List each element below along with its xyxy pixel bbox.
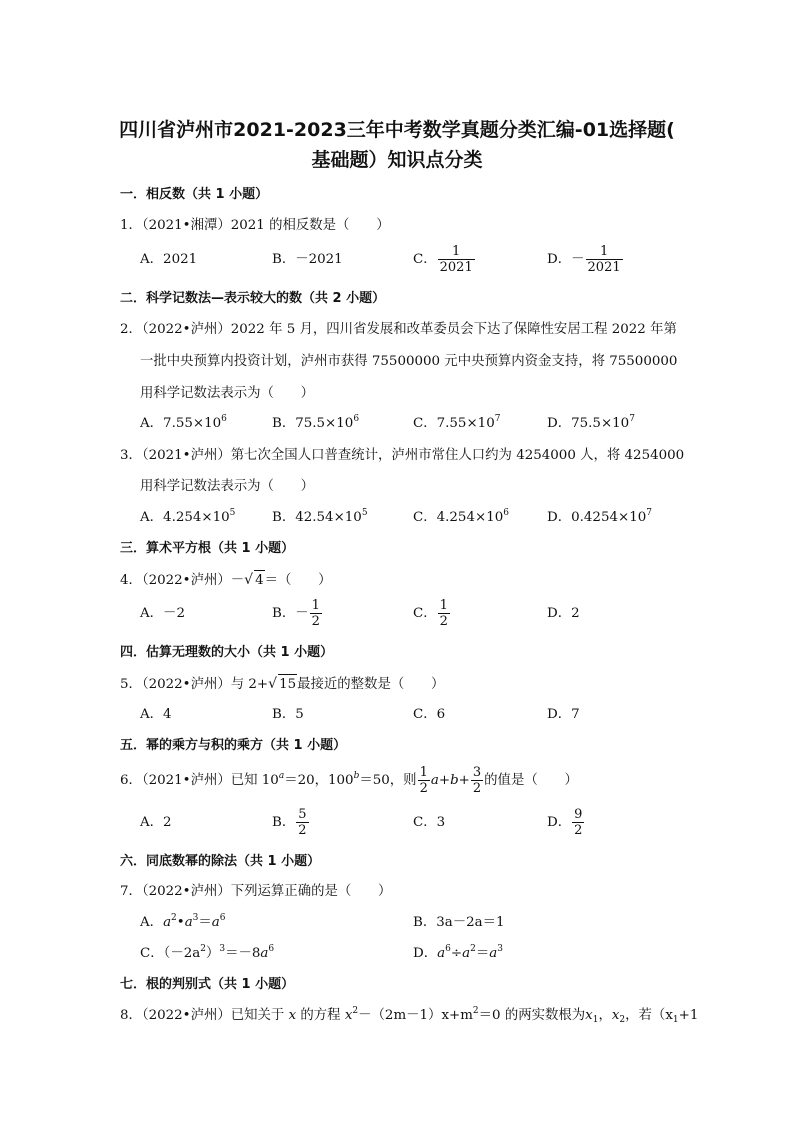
- fraction: $\frac{1}{2}$: [439, 598, 448, 629]
- question-2-option-b: B．$75.5\times 10^6$: [272, 414, 360, 431]
- radical-sign: √: [244, 572, 254, 588]
- radical-sign: √: [268, 676, 278, 692]
- question-5-option-d: D．7: [547, 707, 580, 722]
- question-7-stem: 7．（2022•泸州）下列运算正确的是（ ）: [120, 884, 392, 899]
- question-7-option-d: D．$a^6\div a^2=a^3$: [413, 944, 503, 961]
- question-7-option-b: B．3a－2a＝1: [413, 915, 505, 930]
- question-3-option-c: C．$4.254\times 10^6$: [413, 508, 509, 525]
- question-6-stem: 6．（2021•泸州）已知 $10^a=20$，$100^b=50$，则 $\frac{1}{2}$ a+b+ $\frac{3}{2}$ 的值是（ ）: [120, 765, 578, 796]
- question-6-option-d: D． $\frac{9}{2}$: [547, 807, 583, 838]
- question-2-line3: 用科学记数法表示为（ ）: [140, 386, 315, 401]
- section-heading-6: 六．同底数幂的除法（共 1 小题）: [120, 854, 321, 869]
- fraction: $\frac{1}{2021}$: [587, 244, 621, 275]
- question-8-stem: 8．（2022•泸州）已知关于 x 的方程 $x^2-(2m-1)x+m^2=0$ 的两实数根为$x_1$，$x_2$，若（$x_1+1$: [120, 1006, 699, 1025]
- question-1-option-a: A．2021: [140, 252, 198, 267]
- fraction: $\frac{9}{2}$: [574, 807, 583, 838]
- section-heading-1: 一．相反数（共 1 小题）: [120, 187, 269, 202]
- document-title-line2: 基础题）知识点分类: [311, 149, 483, 171]
- section-heading-5: 五．幂的乘方与积的乘方（共 1 小题）: [120, 738, 347, 753]
- section-heading-2: 二．科学记数法—表示较大的数（共 2 小题）: [120, 291, 386, 306]
- fraction: $\frac{1}{2}$: [419, 765, 428, 796]
- question-6-option-c: C．3: [413, 815, 446, 830]
- section-heading-4: 四．估算无理数的大小（共 1 小题）: [120, 645, 334, 660]
- question-2-option-a: A．$7.55\times 10^6$: [140, 414, 227, 431]
- question-3-line1: 3．（2021•泸州）第七次全国人口普查统计，泸州市常住人口约为 4254000 人，将 4254000: [120, 448, 685, 463]
- question-7-option-a: A．$a^2•a^3=a^6$: [140, 913, 226, 930]
- fraction: $\frac{1}{2}$: [311, 598, 320, 629]
- question-3-option-a: A．$4.254\times 10^5$: [140, 508, 236, 525]
- question-2-option-d: D．$75.5\times 10^7$: [547, 414, 635, 431]
- question-3-line2: 用科学记数法表示为（ ）: [140, 479, 315, 494]
- question-5-stem: 5．（2022•泸州）与 2+√ 15最接近的整数是（ ）: [120, 674, 444, 695]
- question-4-option-b: B．－ $\frac{1}{2}$: [272, 598, 320, 629]
- question-5-option-b: B．5: [272, 707, 304, 722]
- question-3-option-d: D．$0.4254\times 10^7$: [547, 508, 652, 525]
- question-6-option-b: B． $\frac{5}{2}$: [272, 807, 307, 838]
- document-title-line1: 四川省泸州市2021-2023三年中考数学真题分类汇编-01选择题(: [119, 119, 675, 141]
- question-7-option-c: C．$(-2a^2)^3=-8a^6$: [140, 944, 275, 961]
- question-1-option-d: D．－ $\frac{1}{2021}$: [547, 244, 621, 275]
- question-6-option-a: A．2: [140, 815, 172, 830]
- question-3-option-b: B．$42.54\times 10^5$: [272, 508, 368, 525]
- question-4-stem: 4．（2022•泸州）－√ 4＝（ ）: [120, 570, 332, 591]
- question-1-option-b: B．－2021: [272, 252, 343, 267]
- section-heading-3: 三．算术平方根（共 1 小题）: [120, 541, 295, 556]
- fraction: $\frac{5}{2}$: [298, 807, 307, 838]
- question-2-line2: 一批中央预算内投资计划，泸州市获得 75500000 元中央预算内资金支持，将 75500000: [140, 354, 678, 369]
- question-2-option-c: C．$7.55\times 10^7$: [413, 414, 501, 431]
- fraction: $\frac{1}{2021}$: [439, 244, 473, 275]
- question-4-option-a: A．－2: [140, 606, 185, 621]
- fraction: $\frac{3}{2}$: [472, 765, 482, 796]
- question-4-option-c: C． $\frac{1}{2}$: [413, 598, 448, 629]
- question-5-option-c: C．6: [413, 707, 446, 722]
- section-heading-7: 七．根的判别式（共 1 小题）: [120, 977, 295, 992]
- question-1-option-c: C． $\frac{1}{2021}$: [413, 244, 473, 275]
- question-2-line1: 2．（2022•泸州）2022 年 5 月，四川省发展和改革委员会下达了保障性安居工程 2022 年第: [120, 322, 677, 337]
- question-5-option-a: A．4: [140, 707, 172, 722]
- question-4-option-d: D．2: [547, 606, 580, 621]
- question-1-stem: 1．（2021•湘潭）2021 的相反数是（ ）: [120, 218, 390, 233]
